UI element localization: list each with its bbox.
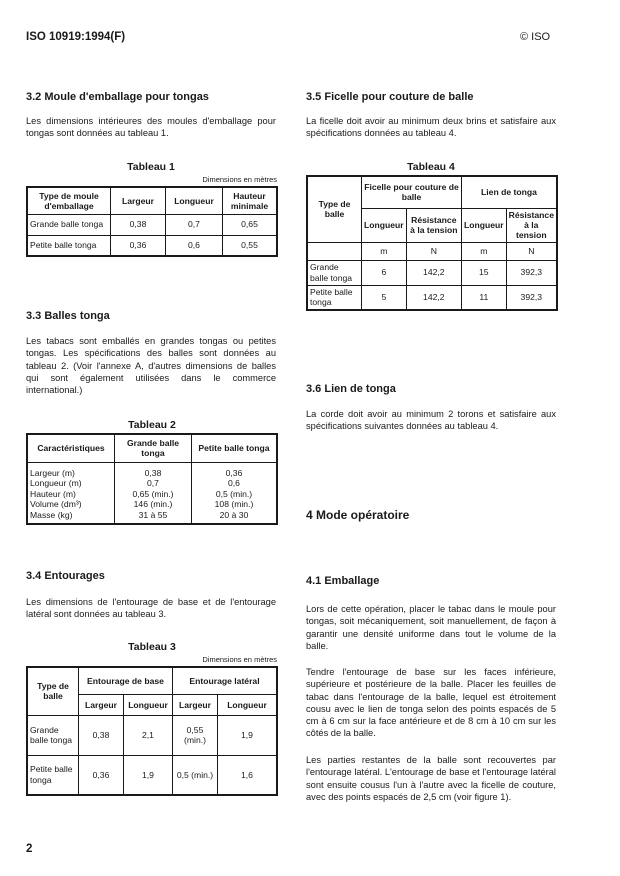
cell-value: 108 (min.) xyxy=(214,499,254,509)
table-1-header: Type de moule d'emballage xyxy=(27,187,111,214)
section-4-1-para-1: Lors de cette opération, placer le tabac dans le moule pour tongas, soit mécaniquement, soit manuellement, de façon à garantir une densité uniforme dans tout le volume de la balle. xyxy=(306,604,556,651)
section-3-4-title: 3.4 Entourages xyxy=(26,570,105,582)
section-4-1-para-3: Les parties restantes de la balle sont recouvertes par l'entourage latéral. L'entourage de base et l'entourage latéral sont ensuite cousus l'un à l'autre avec la ficelle de couture, avec des points espacés de 2,5 cm (voir figure 1). xyxy=(306,755,556,802)
table-cell: 0,38 xyxy=(79,715,124,755)
cell-value: 0,5 (min.) xyxy=(215,488,253,499)
row-label: Largeur (m) xyxy=(30,467,75,478)
section-3-6-title: 3.6 Lien de tonga xyxy=(306,383,396,395)
table-cell: 0,36 xyxy=(111,235,166,256)
table-cell: 0,55 xyxy=(223,235,278,256)
section-4-1-title: 4.1 Emballage xyxy=(306,575,380,587)
unit-label: m xyxy=(461,242,506,260)
table-cell: 392,3 xyxy=(506,285,557,310)
cell-value: 20 à 30 xyxy=(219,509,249,520)
table-3-subheader: Largeur xyxy=(79,694,124,715)
unit-label: m xyxy=(362,242,407,260)
table-cell: 11 xyxy=(461,285,506,310)
table-cell xyxy=(307,242,362,260)
table-4-header: Type de balle xyxy=(307,176,362,242)
table-3-header: Type de balle xyxy=(27,667,79,715)
table-3-subheader: Largeur xyxy=(173,694,218,715)
table-2 xyxy=(26,433,278,525)
unit-label: N xyxy=(506,242,557,260)
iso-mark: © ISO xyxy=(520,31,551,43)
document-id: ISO 10919:1994(F) xyxy=(26,31,126,43)
table-2-caption: Tableau 2 xyxy=(128,419,176,431)
table-4-subheader: Longueur xyxy=(362,208,407,242)
row-label: Masse (kg) xyxy=(30,509,73,520)
table-2-header: Petite balle tonga xyxy=(192,434,278,462)
table-4-subheader: Longueur xyxy=(461,208,506,242)
table-cell: Grande balle tonga xyxy=(27,715,79,755)
table-cell: 2,1 xyxy=(124,715,173,755)
cell-value: 31 à 55 xyxy=(138,509,168,520)
table-cell: 392,3 xyxy=(506,260,557,285)
table-1-header: Largeur xyxy=(111,187,166,214)
table-4-header: Lien de tonga xyxy=(461,176,557,208)
section-3-5-text: La ficelle doit avoir au minimum deux brins et satisfaire aux spécifications données au tableau 4. xyxy=(306,116,556,139)
table-3-dims-note: Dimensions en mètres xyxy=(202,655,277,664)
table-cell: Petite balle tonga xyxy=(307,285,362,310)
table-4-subheader: Résistance à la tension xyxy=(506,208,557,242)
table-row xyxy=(27,462,277,524)
table-cell: 0,38 xyxy=(111,214,166,235)
table-cell: 142,2 xyxy=(406,260,461,285)
table-2-header: Grande balle tonga xyxy=(115,434,192,462)
table-3-caption: Tableau 3 xyxy=(128,641,176,653)
table-1-dims-note: Dimensions en mètres xyxy=(202,175,277,184)
table-cell: Petite balle tonga xyxy=(27,755,79,795)
cell-value: 0,6 xyxy=(228,478,240,488)
table-row xyxy=(27,214,277,235)
table-cell: 0,7 xyxy=(166,214,223,235)
table-cell: 0,65 xyxy=(223,214,278,235)
cell-value: 146 (min.) xyxy=(133,499,173,509)
table-row xyxy=(307,260,557,285)
section-4-1-para-2: Tendre l'entourage de base sur les faces inférieure, supérieure et postérieure de la balle. Placer les feuilles de tabac dans l'entourage de la balle, lequel est étroitement cousu avec le lien de tonga selon des points espacés de 5 cm à 6 cm sur la face antérieure et de 8 cm à 10 cm sur les côtés de la balle. xyxy=(306,667,556,739)
row-label: Hauteur (m) xyxy=(30,488,76,499)
table-cell: Grande balle tonga xyxy=(27,214,111,235)
unit-label: N xyxy=(406,242,461,260)
table-1 xyxy=(26,186,278,257)
table-cell xyxy=(115,462,192,524)
table-3-subheader: Longueur xyxy=(218,694,278,715)
section-3-3-text: Les tabacs sont emballés en grandes tongas ou petites tongas. Les spécifications des balles sont données au tableau 2. (Voir l'annexe A, d'autres dimensions de balles qui sont également utilisées dans le commerce international.) xyxy=(26,336,276,396)
table-row xyxy=(27,235,277,256)
table-row xyxy=(27,755,277,795)
table-1-header: Longueur xyxy=(166,187,223,214)
table-3-subheader: Longueur xyxy=(124,694,173,715)
cell-value: 0,7 xyxy=(147,478,159,488)
section-3-6-text: La corde doit avoir au minimum 2 torons et satisfaire aux spécifications suivantes données au tableau 4. xyxy=(306,409,556,432)
section-3-2-text: Les dimensions intérieures des moules d'emballage pour tongas sont données au tableau 1. xyxy=(26,116,276,139)
section-3-2-title: 3.2 Moule d'emballage pour tongas xyxy=(26,91,209,103)
table-row xyxy=(27,715,277,755)
table-1-caption: Tableau 1 xyxy=(127,161,175,173)
table-2-header: Caractéristiques xyxy=(27,434,115,462)
table-cell: 0,6 xyxy=(166,235,223,256)
table-cell: 5 xyxy=(362,285,407,310)
cell-value: 0,65 (min.) xyxy=(132,488,174,499)
table-cell: 1,9 xyxy=(124,755,173,795)
table-cell xyxy=(192,462,278,524)
table-4-subheader: Résistance à la tension xyxy=(406,208,461,242)
table-cell: 1,6 xyxy=(218,755,278,795)
table-3-header: Entourage de base xyxy=(79,667,173,694)
cell-value: 0,38 xyxy=(144,467,162,478)
table-4-caption: Tableau 4 xyxy=(407,161,455,173)
table-cell: 1,9 xyxy=(218,715,278,755)
section-4-title: 4 Mode opératoire xyxy=(306,508,410,522)
section-3-3-title: 3.3 Balles tonga xyxy=(26,310,110,322)
cell-value: 0,36 xyxy=(225,467,243,478)
table-cell: 0,55 (min.) xyxy=(173,715,218,755)
table-cell: 15 xyxy=(461,260,506,285)
table-cell: 0,36 xyxy=(79,755,124,795)
table-cell: 142,2 xyxy=(406,285,461,310)
table-4-header: Ficelle pour couture de balle xyxy=(362,176,462,208)
table-3 xyxy=(26,666,278,796)
table-1-header: Hauteur minimale xyxy=(223,187,278,214)
table-cell xyxy=(27,462,115,524)
row-label: Longueur (m) xyxy=(30,478,82,488)
table-cell: 0,5 (min.) xyxy=(173,755,218,795)
table-cell: 6 xyxy=(362,260,407,285)
row-label: Volume (dm³) xyxy=(30,499,82,509)
table-4 xyxy=(306,175,558,311)
table-3-header: Entourage latéral xyxy=(173,667,278,694)
table-cell: Petite balle tonga xyxy=(27,235,111,256)
page-number: 2 xyxy=(26,843,33,855)
table-cell: Grande balle tonga xyxy=(307,260,362,285)
section-3-4-text: Les dimensions de l'entourage de base et de l'entourage latéral sont données au tableau 3. xyxy=(26,597,276,620)
section-3-5-title: 3.5 Ficelle pour couture de balle xyxy=(306,91,474,103)
table-row xyxy=(307,285,557,310)
